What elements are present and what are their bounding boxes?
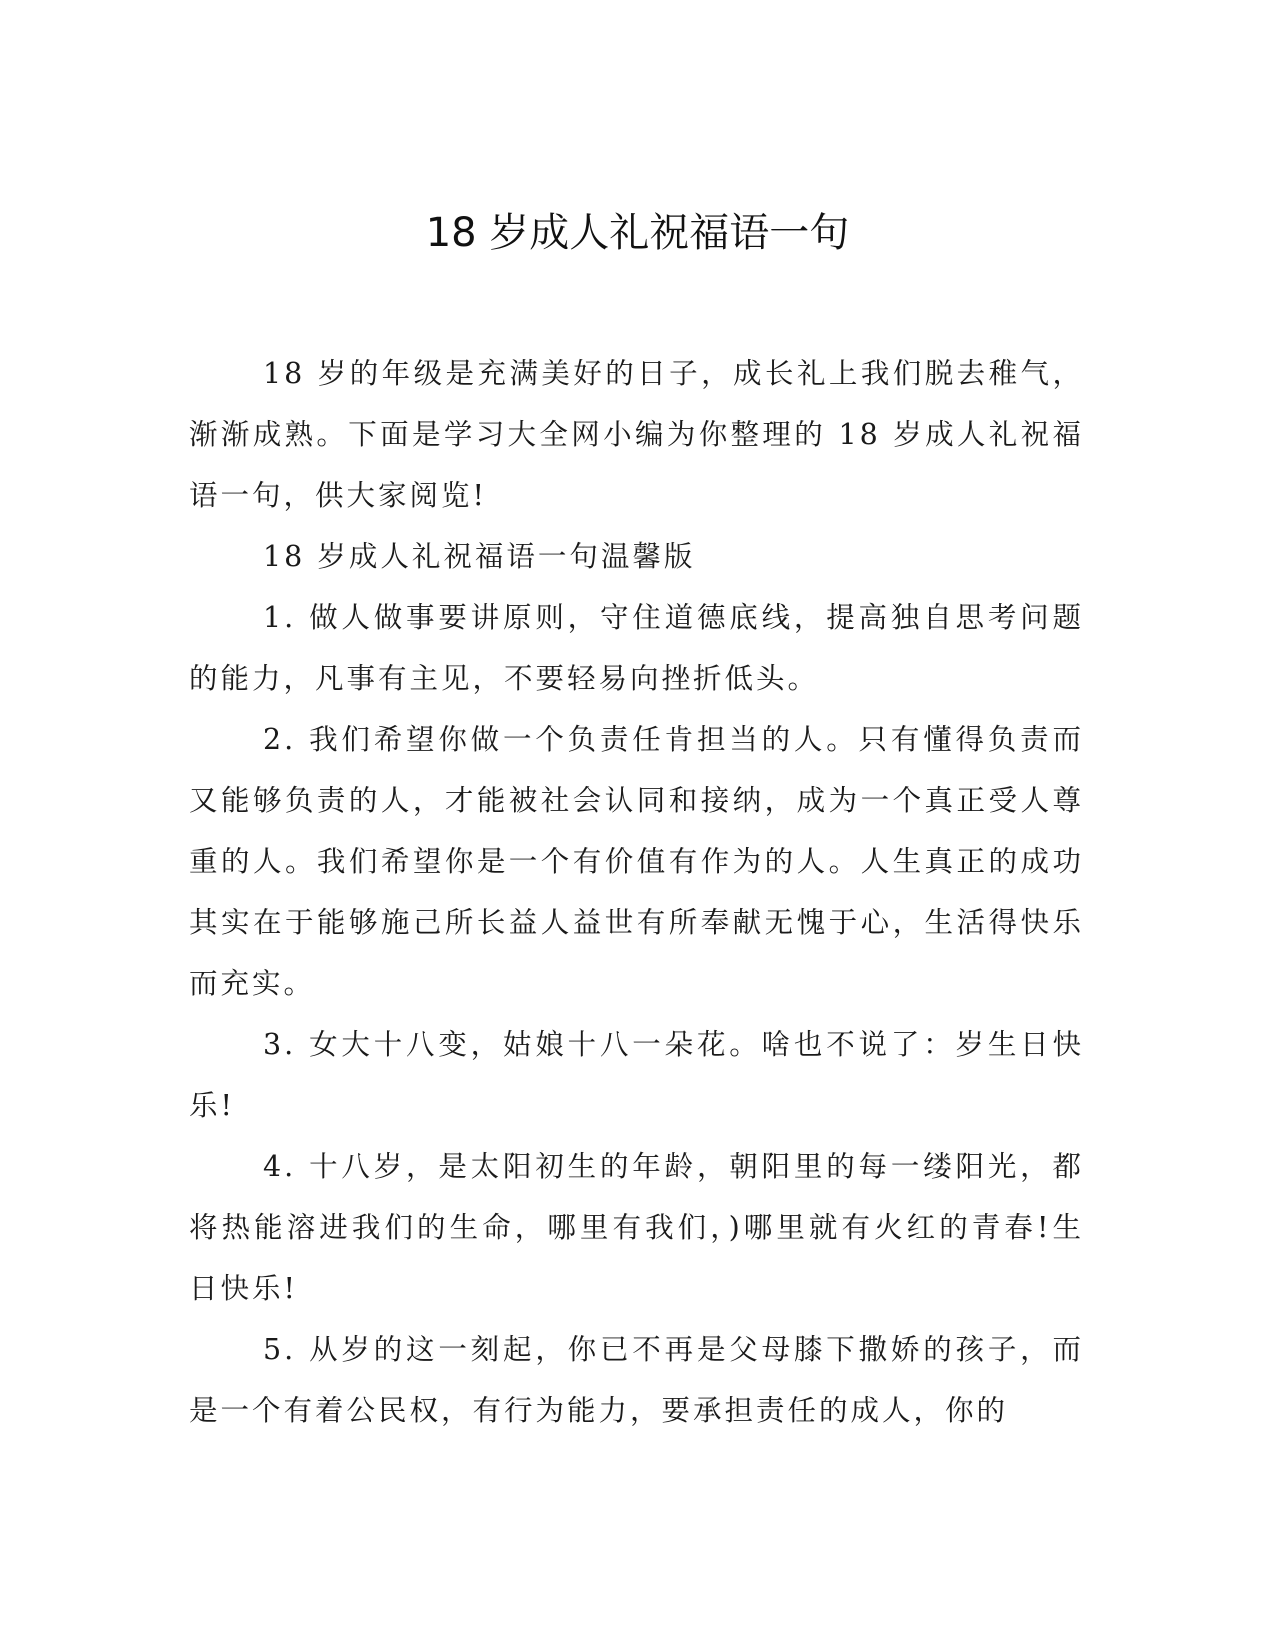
- list-item-3: 3. 女大十八变，姑娘十八一朵花。啥也不说了：岁生日快乐!: [189, 1028, 1084, 1122]
- list-item-2: 2. 我们希望你做一个负责任肯担当的人。只有懂得负责而又能够负责的人，才能被社会认同和接纳，成为一个真正受人尊重的人。我们希望你是一个有价值有作为的人。人生真正的成功其实在于能够施己所长益人益世有所奉献无愧于心，生活得快乐而充实。: [189, 723, 1084, 1000]
- document-body: [189, 343, 1084, 1441]
- document-title: 18 岁成人礼祝福语一句: [425, 210, 850, 256]
- intro-paragraph: 18 岁的年级是充满美好的日子，成长礼上我们脱去稚气，渐渐成熟。下面是学习大全网小编为你整理的 18 岁成人礼祝福语一句，供大家阅览!: [189, 357, 1084, 512]
- list-item-5: 5. 从岁的这一刻起，你已不再是父母膝下撒娇的孩子，而是一个有着公民权，有行为能力，要承担责任的成人，你的: [189, 1333, 1084, 1427]
- list-item-4: 4. 十八岁，是太阳初生的年龄，朝阳里的每一缕阳光，都将热能溶进我们的生命，哪里有我们，)哪里就有火红的青春!生日快乐!: [189, 1150, 1084, 1305]
- section-heading: 18 岁成人礼祝福语一句温馨版: [263, 540, 696, 573]
- list-item-1: 1. 做人做事要讲原则，守住道德底线，提高独自思考问题的能力，凡事有主见，不要轻易向挫折低头。: [189, 601, 1084, 695]
